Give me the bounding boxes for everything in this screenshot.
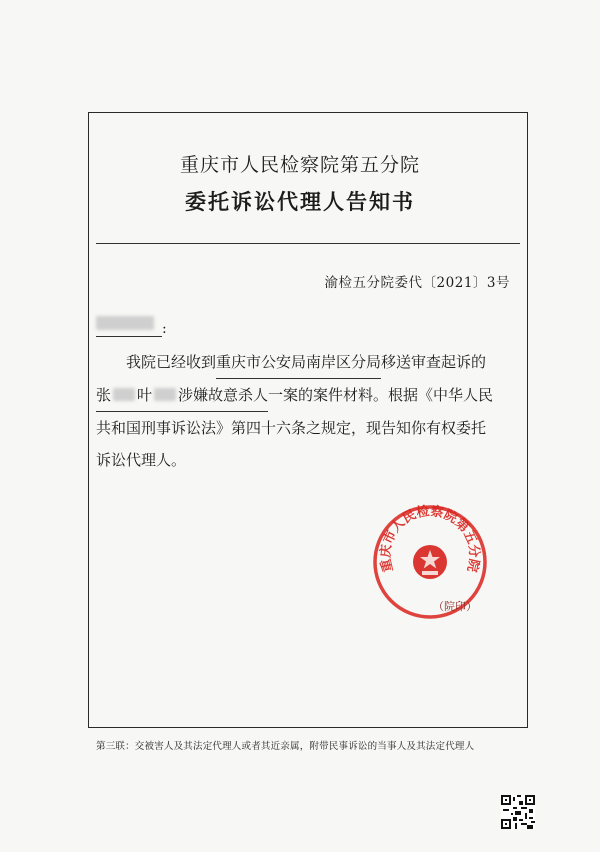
redacted-suspect-2 [154, 388, 176, 401]
redacted-suspect-1 [113, 388, 135, 401]
body-text-2b: 一案的案件材料。根据《中华人民 [268, 386, 494, 404]
suspect-names [96, 379, 178, 412]
recipient-line [96, 316, 167, 337]
body-line-4: 诉讼代理人。 [96, 451, 187, 469]
body-line-2 [96, 379, 520, 412]
recipient-colon: : [162, 321, 167, 337]
body-line-1 [96, 346, 520, 379]
header-divider [96, 243, 520, 244]
body-text-1a: 我院已经收到 [126, 353, 217, 371]
body-line-3: 共和国刑事诉讼法》第四十六条之规定，现告知你有权委托 [96, 419, 487, 437]
redacted-recipient-name [96, 316, 154, 330]
body-text-1b: 移送审查起诉的 [381, 353, 487, 371]
seal-note: （院印） [433, 600, 477, 613]
copy-distribution-note: 第三联：交被害人及其法定代理人或者其近亲属，附带民事诉讼的当事人及其法定代理人 [96, 741, 475, 752]
document-number: 渝检五分院委代〔2021〕3号 [324, 275, 510, 291]
charge: 涉嫌故意杀人 [178, 379, 268, 412]
document-title: 委托诉讼代理人告知书 [185, 189, 415, 214]
qr-code-icon [501, 795, 535, 829]
seal-text: 重庆市人民检察院第五分院 [378, 504, 482, 574]
issuing-organization: 重庆市人民检察院第五分院 [179, 154, 420, 176]
suspect-2-surname: 叶 [137, 386, 153, 404]
official-seal [370, 502, 490, 622]
transferring-agency: 重庆市公安局南岸区分局 [216, 346, 381, 379]
notice-body [96, 346, 520, 476]
suspect-1-surname: 张 [96, 386, 112, 404]
recipient-name-blank [96, 316, 162, 337]
national-emblem-icon [413, 545, 447, 579]
